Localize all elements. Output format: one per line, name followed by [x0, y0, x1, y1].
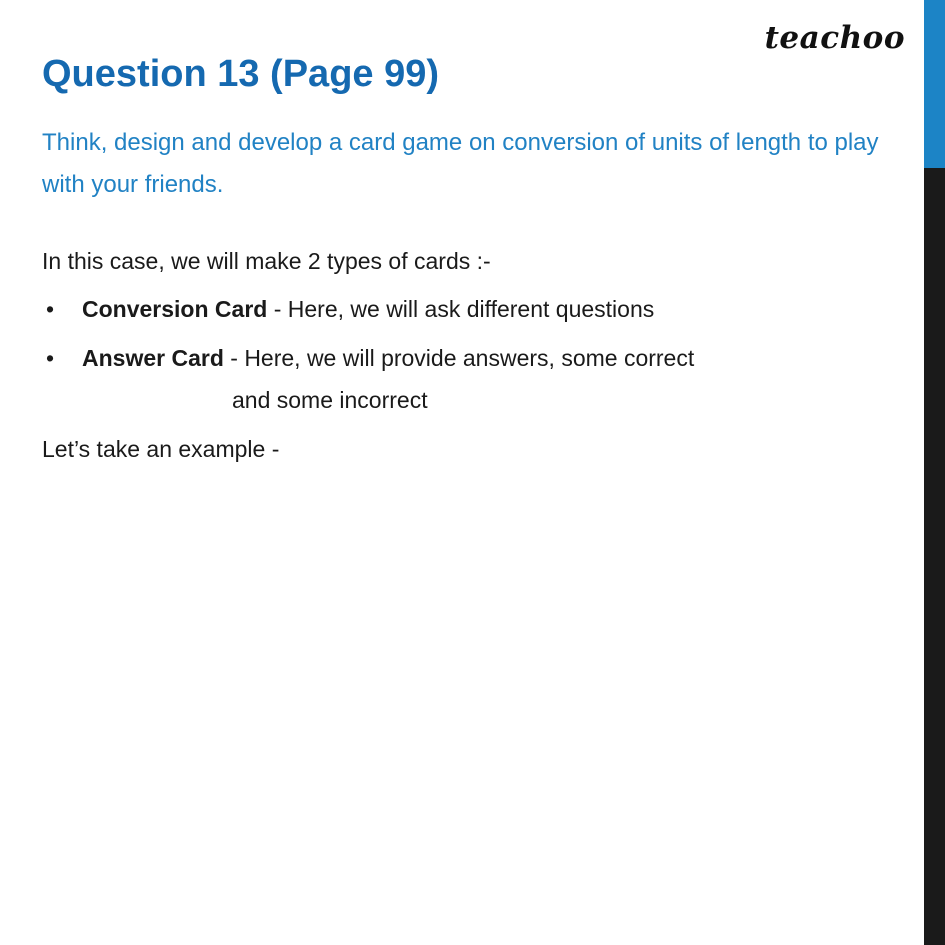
- bullet-text: - Here, we will provide answers, some correct: [223, 344, 695, 371]
- bullet-continuation-text: and some incorrect: [232, 387, 428, 414]
- closing-text: Let’s take an example -: [42, 435, 280, 462]
- decorative-white-divider: [921, 0, 924, 945]
- bullet-label: Conversion Card: [82, 296, 268, 323]
- page-title: Question 13 (Page 99): [42, 53, 440, 95]
- question-statement: Think, design and develop a card game on conversion of units of length to play with your friends.: [42, 128, 879, 198]
- list-item: [42, 292, 887, 327]
- slide-content: [42, 52, 887, 466]
- answer-intro: In this case, we will make 2 types of cards :-: [42, 247, 491, 274]
- bullet-text: - Here, we will ask different questions: [267, 296, 655, 323]
- decorative-dark-bar: [924, 168, 945, 945]
- card-types-list: [42, 292, 887, 375]
- decorative-blue-bar: [924, 0, 945, 168]
- list-item: [42, 341, 887, 376]
- teachoo-logo: teachoo: [764, 20, 905, 56]
- bullet-label: Answer Card: [82, 344, 224, 371]
